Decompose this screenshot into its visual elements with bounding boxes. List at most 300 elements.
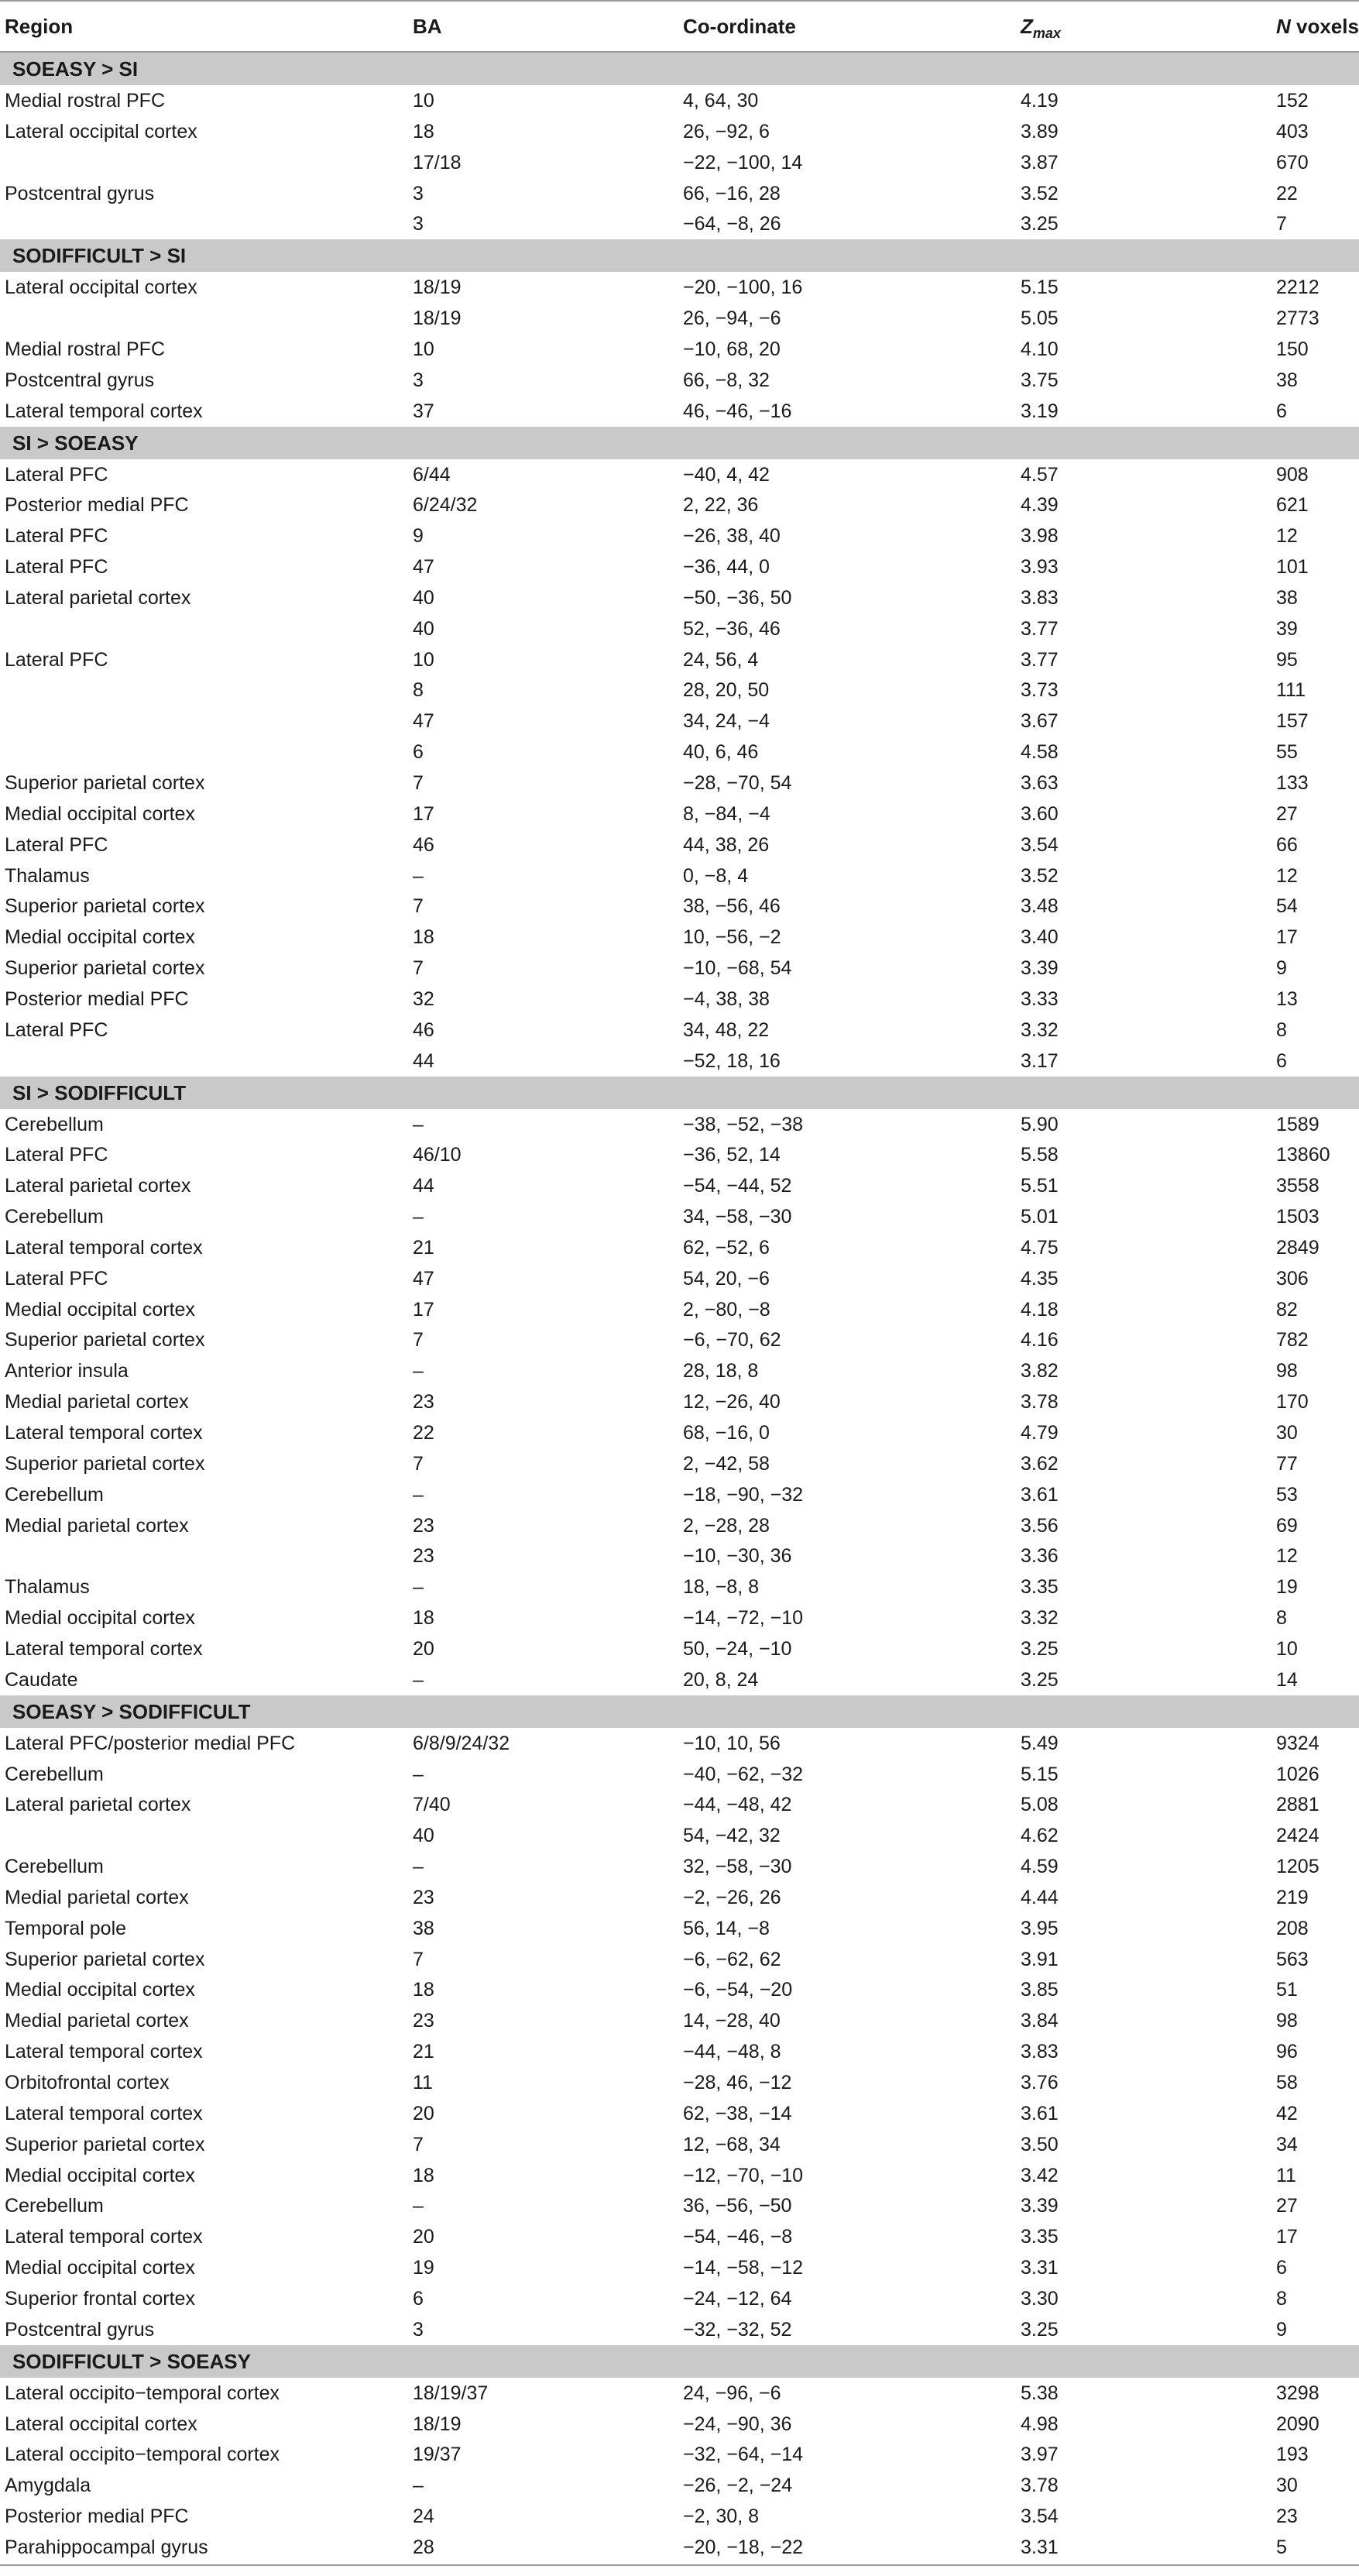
cell-nvoxels: 111	[1276, 679, 1306, 702]
cell-coordinate: 26, −94, −6	[683, 307, 781, 330]
table-row	[0, 1324, 1359, 1355]
table-row	[0, 1664, 1359, 1695]
cell-region: Lateral temporal cortex	[5, 1637, 203, 1660]
cell-coordinate: −36, 44, 0	[683, 556, 770, 579]
cell-zmax: 3.31	[1021, 2536, 1059, 2558]
cell-ba: –	[413, 1360, 424, 1382]
cell-zmax: 5.38	[1021, 2382, 1059, 2404]
cell-coordinate: 36, −56, −50	[683, 2195, 792, 2217]
cell-coordinate: −40, 4, 42	[683, 463, 770, 486]
cell-ba: 23	[413, 1545, 434, 1568]
cell-ba: 18	[413, 120, 434, 143]
header-nvoxels-n: N	[1276, 15, 1291, 38]
cell-region: Superior frontal cortex	[5, 2287, 195, 2310]
cell-zmax: 3.83	[1021, 586, 1059, 609]
cell-region: Posterior medial PFC	[5, 494, 189, 517]
cell-nvoxels: 23	[1276, 2506, 1298, 2528]
table-row	[0, 706, 1359, 737]
cell-coordinate: 4, 64, 30	[683, 90, 759, 112]
cell-coordinate: 62, −52, 6	[683, 1236, 770, 1259]
cell-zmax: 4.57	[1021, 463, 1059, 486]
cell-nvoxels: 2773	[1276, 307, 1320, 330]
cell-nvoxels: 17	[1276, 2226, 1298, 2248]
cell-ba: 44	[413, 1175, 434, 1197]
cell-region: Cerebellum	[5, 1483, 104, 1506]
cell-region: Medial occipital cortex	[5, 1607, 195, 1630]
cell-zmax: 3.40	[1021, 926, 1059, 949]
cell-ba: 3	[413, 182, 424, 204]
cell-coordinate: 12, −68, 34	[683, 2133, 781, 2155]
table-row	[0, 396, 1359, 427]
cell-zmax: 3.31	[1021, 2257, 1059, 2279]
rule-line	[0, 2564, 1359, 2566]
cell-zmax: 3.85	[1021, 1979, 1059, 2001]
section-title: SI > SODIFFICULT	[12, 1080, 187, 1104]
cell-zmax: 3.61	[1021, 1483, 1059, 1506]
table-row	[0, 2098, 1359, 2129]
table-row	[0, 1759, 1359, 1790]
table-row	[0, 2190, 1359, 2221]
cell-zmax: 4.10	[1021, 338, 1059, 360]
cell-nvoxels: 17	[1276, 926, 1298, 949]
cell-zmax: 3.54	[1021, 2506, 1059, 2528]
cell-ba: 47	[413, 556, 434, 579]
cell-coordinate: −44, −48, 42	[683, 1794, 792, 1816]
cell-nvoxels: 98	[1276, 2010, 1298, 2032]
table-row	[0, 1479, 1359, 1510]
cell-nvoxels: 152	[1276, 90, 1309, 112]
cell-ba: 6	[413, 741, 424, 764]
cell-ba: 7	[413, 1452, 424, 1475]
cell-ba: 7	[413, 895, 424, 918]
cell-nvoxels: 9	[1276, 957, 1287, 980]
cell-coordinate: −32, −32, 52	[683, 2318, 792, 2341]
cell-zmax: 3.42	[1021, 2164, 1059, 2186]
table-row	[0, 1232, 1359, 1263]
cell-nvoxels: 96	[1276, 2041, 1298, 2063]
cell-region: Posterior medial PFC	[5, 987, 189, 1010]
table-row	[0, 2005, 1359, 2036]
cell-ba: 40	[413, 1825, 434, 1847]
table-row	[0, 1139, 1359, 1170]
table-row	[0, 1263, 1359, 1294]
cell-zmax: 5.49	[1021, 1732, 1059, 1754]
cell-ba: 37	[413, 400, 434, 422]
cell-ba: –	[413, 1113, 424, 1135]
cell-ba: 32	[413, 987, 434, 1010]
table-row	[0, 582, 1359, 613]
cell-zmax: 3.75	[1021, 369, 1059, 391]
cell-ba: 7	[413, 772, 424, 794]
cell-nvoxels: 51	[1276, 1979, 1298, 2001]
cell-ba: 11	[413, 2072, 433, 2093]
cell-coordinate: −22, −100, 14	[683, 151, 803, 173]
cell-zmax: 3.67	[1021, 710, 1059, 733]
cell-region: Medial occipital cortex	[5, 2257, 195, 2279]
cell-nvoxels: 42	[1276, 2102, 1298, 2124]
cell-region: Lateral temporal cortex	[5, 2102, 203, 2124]
table-row	[0, 675, 1359, 706]
cell-region: Superior parietal cortex	[5, 957, 205, 980]
cell-ba: –	[413, 2475, 424, 2497]
cell-nvoxels: 8	[1276, 2287, 1287, 2310]
section-title: SOEASY > SI	[12, 57, 139, 81]
cell-region: Lateral PFC/posterior medial PFC	[5, 1732, 296, 1754]
cell-zmax: 3.30	[1021, 2287, 1059, 2310]
cell-nvoxels: 563	[1276, 1948, 1309, 1970]
table-row	[0, 2036, 1359, 2067]
section-header	[0, 239, 1359, 272]
table-row	[0, 2221, 1359, 2252]
cell-zmax: 3.78	[1021, 2475, 1059, 2497]
table-row	[0, 1417, 1359, 1448]
cell-nvoxels: 2212	[1276, 276, 1320, 299]
cell-zmax: 3.63	[1021, 772, 1059, 794]
table-row	[0, 1882, 1359, 1913]
cell-nvoxels: 170	[1276, 1391, 1309, 1413]
cell-coordinate: −54, −44, 52	[683, 1175, 792, 1197]
cell-nvoxels: 9	[1276, 2318, 1287, 2341]
cell-zmax: 3.93	[1021, 556, 1059, 579]
cell-coordinate: 34, −58, −30	[683, 1206, 792, 1228]
cell-coordinate: 56, 14, −8	[683, 1917, 770, 1939]
cell-nvoxels: 38	[1276, 586, 1298, 609]
cell-region: Orbitofrontal cortex	[5, 2072, 170, 2093]
cell-coordinate: −2, 30, 8	[683, 2506, 759, 2528]
cell-coordinate: 18, −8, 8	[683, 1576, 759, 1599]
cell-ba: 18	[413, 926, 434, 949]
cell-nvoxels: 27	[1276, 802, 1298, 825]
cell-ba: 3	[413, 213, 424, 235]
cell-coordinate: −64, −8, 26	[683, 213, 781, 235]
cell-zmax: 3.39	[1021, 957, 1059, 980]
cell-nvoxels: 1589	[1276, 1113, 1320, 1135]
table-row	[0, 2470, 1359, 2501]
cell-ba: –	[413, 1668, 424, 1691]
cell-coordinate: 32, −58, −30	[683, 1856, 792, 1878]
cell-region: Lateral temporal cortex	[5, 2041, 203, 2063]
cell-region: Medial occipital cortex	[5, 1298, 195, 1321]
cell-zmax: 3.36	[1021, 1545, 1059, 1568]
cell-zmax: 4.19	[1021, 90, 1059, 112]
cell-region: Medial occipital cortex	[5, 926, 195, 949]
cell-ba: 44	[413, 1049, 434, 1072]
cell-coordinate: 10, −56, −2	[683, 926, 781, 949]
table-row	[0, 365, 1359, 396]
cell-coordinate: 44, 38, 26	[683, 833, 770, 856]
table-row	[0, 2439, 1359, 2470]
cell-ba: 23	[413, 2010, 434, 2032]
cell-region: Superior parietal cortex	[5, 2133, 205, 2155]
cell-zmax: 3.32	[1021, 1607, 1059, 1630]
cell-ba: 7	[413, 1329, 424, 1352]
cell-coordinate: −24, −12, 64	[683, 2287, 792, 2310]
cell-coordinate: −10, −68, 54	[683, 957, 792, 980]
cell-coordinate: −44, −48, 8	[683, 2041, 781, 2063]
cell-ba: 7	[413, 1948, 424, 1970]
cell-region: Postcentral gyrus	[5, 182, 155, 204]
cell-nvoxels: 30	[1276, 1422, 1298, 1444]
cell-ba: 47	[413, 710, 434, 733]
cell-region: Lateral PFC	[5, 525, 108, 548]
cell-ba: 46/10	[413, 1144, 462, 1166]
cell-ba: –	[413, 1576, 424, 1599]
cell-zmax: 4.18	[1021, 1298, 1059, 1321]
cell-region: Lateral occipito−temporal cortex	[5, 2444, 280, 2466]
cell-zmax: 3.77	[1021, 617, 1059, 640]
table-row	[0, 1851, 1359, 1882]
cell-coordinate: 26, −92, 6	[683, 120, 770, 143]
cell-ba: 6/24/32	[413, 494, 478, 517]
table-row	[0, 860, 1359, 891]
cell-nvoxels: 30	[1276, 2475, 1298, 2497]
cell-nvoxels: 54	[1276, 895, 1298, 918]
cell-zmax: 3.39	[1021, 2195, 1059, 2217]
cell-region: Lateral PFC	[5, 463, 108, 486]
cell-nvoxels: 8	[1276, 1018, 1287, 1041]
cell-ba: 46	[413, 833, 434, 856]
cell-coordinate: −32, −64, −14	[683, 2444, 804, 2466]
cell-region: Cerebellum	[5, 1763, 104, 1785]
cell-region: Medial parietal cortex	[5, 1391, 189, 1413]
cell-region: Lateral occipito−temporal cortex	[5, 2382, 280, 2404]
cell-ba: 18	[413, 2164, 434, 2186]
cell-region: Medial rostral PFC	[5, 338, 165, 360]
cell-zmax: 4.35	[1021, 1267, 1059, 1290]
cell-nvoxels: 39	[1276, 617, 1298, 640]
cell-coordinate: 62, −38, −14	[683, 2102, 792, 2124]
table-row	[0, 1355, 1359, 1386]
cell-zmax: 3.62	[1021, 1452, 1059, 1475]
cell-nvoxels: 12	[1276, 864, 1298, 887]
cell-region: Lateral temporal cortex	[5, 2226, 203, 2248]
cell-coordinate: −52, 18, 16	[683, 1049, 781, 1072]
cell-zmax: 5.01	[1021, 1206, 1059, 1228]
table-row	[0, 1602, 1359, 1633]
cell-coordinate: 14, −28, 40	[683, 2010, 781, 2032]
cell-zmax: 3.91	[1021, 1948, 1059, 1970]
cell-nvoxels: 22	[1276, 182, 1298, 204]
cell-region: Lateral PFC	[5, 833, 108, 856]
cell-nvoxels: 208	[1276, 1917, 1309, 1939]
cell-ba: 10	[413, 338, 434, 360]
cell-ba: 19/37	[413, 2444, 462, 2466]
table-row	[0, 2252, 1359, 2283]
cell-zmax: 5.15	[1021, 1763, 1059, 1785]
table-row	[0, 2409, 1359, 2440]
table-row	[0, 1633, 1359, 1664]
header-ba: BA	[413, 15, 442, 38]
cell-ba: 7	[413, 2133, 424, 2155]
section-header	[0, 427, 1359, 459]
cell-region: Posterior medial PFC	[5, 2506, 189, 2528]
cell-zmax: 3.87	[1021, 151, 1059, 173]
table-row	[0, 2067, 1359, 2098]
cell-coordinate: −10, −30, 36	[683, 1545, 792, 1568]
cell-coordinate: 2, −80, −8	[683, 1298, 770, 1321]
cell-nvoxels: 133	[1276, 772, 1309, 794]
cell-ba: 17/18	[413, 151, 462, 173]
header-zmax	[1021, 0, 1061, 55]
cell-region: Lateral temporal cortex	[5, 1236, 203, 1259]
cell-ba: 20	[413, 2226, 434, 2248]
table-row	[0, 1820, 1359, 1851]
cell-coordinate: −6, −70, 62	[683, 1329, 781, 1352]
cell-coordinate: −10, 68, 20	[683, 338, 781, 360]
cell-coordinate: 68, −16, 0	[683, 1422, 770, 1444]
cell-coordinate: 50, −24, −10	[683, 1637, 792, 1660]
cell-nvoxels: 10	[1276, 1637, 1298, 1660]
table-row	[0, 116, 1359, 147]
cell-ba: 10	[413, 648, 434, 671]
cell-zmax: 3.52	[1021, 182, 1059, 204]
cell-nvoxels: 6	[1276, 1049, 1287, 1072]
cell-coordinate: 8, −84, −4	[683, 802, 770, 825]
cell-ba: 24	[413, 2506, 434, 2528]
cell-nvoxels: 5	[1276, 2536, 1287, 2558]
cell-nvoxels: 14	[1276, 1668, 1298, 1691]
cell-region: Lateral occipital cortex	[5, 2413, 197, 2435]
cell-nvoxels: 403	[1276, 120, 1309, 143]
cell-region: Lateral PFC	[5, 556, 108, 579]
cell-coordinate: 54, 20, −6	[683, 1267, 770, 1290]
cell-region: Medial parietal cortex	[5, 2010, 189, 2032]
cell-coordinate: −18, −90, −32	[683, 1483, 804, 1506]
cell-nvoxels: 9324	[1276, 1732, 1320, 1754]
cell-region: Lateral temporal cortex	[5, 400, 203, 422]
cell-nvoxels: 82	[1276, 1298, 1298, 1321]
table-row	[0, 1046, 1359, 1077]
table-row	[0, 2378, 1359, 2409]
cell-nvoxels: 27	[1276, 2195, 1298, 2217]
cell-coordinate: −10, 10, 56	[683, 1732, 781, 1754]
table-row	[0, 953, 1359, 984]
table-row	[0, 1571, 1359, 1602]
cell-region: Lateral PFC	[5, 1018, 108, 1041]
cell-region: Lateral occipital cortex	[5, 120, 197, 143]
cell-nvoxels: 34	[1276, 2133, 1298, 2155]
cell-nvoxels: 2849	[1276, 1236, 1320, 1259]
cell-ba: 10	[413, 90, 434, 112]
table-row	[0, 520, 1359, 551]
cell-nvoxels: 6	[1276, 2257, 1287, 2279]
cell-region: Superior parietal cortex	[5, 1452, 205, 1475]
cell-zmax: 3.48	[1021, 895, 1059, 918]
table-row	[0, 2532, 1359, 2563]
table-row	[0, 1448, 1359, 1479]
cell-ba: 23	[413, 1886, 434, 1908]
header-zmax-sub: max	[1032, 26, 1061, 41]
table-row	[0, 613, 1359, 644]
cell-zmax: 3.33	[1021, 987, 1059, 1010]
cell-nvoxels: 98	[1276, 1360, 1298, 1382]
cell-region: Anterior insula	[5, 1360, 129, 1382]
cell-zmax: 3.50	[1021, 2133, 1059, 2155]
cell-zmax: 4.59	[1021, 1856, 1059, 1878]
cell-zmax: 3.17	[1021, 1049, 1059, 1072]
cell-nvoxels: 3298	[1276, 2382, 1320, 2404]
cell-ba: 23	[413, 1391, 434, 1413]
cell-ba: 17	[413, 802, 434, 825]
cell-region: Lateral PFC	[5, 648, 108, 671]
table-row	[0, 984, 1359, 1015]
cell-region: Superior parietal cortex	[5, 772, 205, 794]
cell-region: Superior parietal cortex	[5, 895, 205, 918]
table-row	[0, 737, 1359, 768]
cell-nvoxels: 2881	[1276, 1794, 1320, 1816]
cell-coordinate: 2, −28, 28	[683, 1514, 770, 1537]
cell-region: Caudate	[5, 1668, 78, 1691]
header-region: Region	[5, 15, 74, 38]
table-row	[0, 1386, 1359, 1417]
cell-ba: 9	[413, 525, 424, 548]
cell-region: Superior parietal cortex	[5, 1948, 205, 1970]
cell-nvoxels: 2424	[1276, 1825, 1320, 1847]
cell-nvoxels: 621	[1276, 494, 1309, 517]
cell-ba: 3	[413, 2318, 424, 2341]
table-row	[0, 551, 1359, 582]
table-row	[0, 768, 1359, 799]
table-row	[0, 2314, 1359, 2345]
cell-ba: –	[413, 1763, 424, 1785]
header-coordinate: Co-ordinate	[683, 15, 796, 38]
cell-zmax: 4.58	[1021, 741, 1059, 764]
cell-region: Postcentral gyrus	[5, 369, 155, 391]
cell-nvoxels: 2090	[1276, 2413, 1320, 2435]
section-title: SOEASY > SODIFFICULT	[12, 1699, 251, 1723]
cell-region: Lateral parietal cortex	[5, 586, 191, 609]
cell-ba: 28	[413, 2536, 434, 2558]
cell-coordinate: −14, −72, −10	[683, 1607, 804, 1630]
cell-coordinate: 0, −8, 4	[683, 864, 749, 887]
cell-coordinate: −26, −2, −24	[683, 2475, 793, 2497]
table-row	[0, 208, 1359, 239]
cell-zmax: 5.58	[1021, 1144, 1059, 1166]
cell-zmax: 4.39	[1021, 494, 1059, 517]
cell-ba: –	[413, 1483, 424, 1506]
cell-zmax: 3.60	[1021, 802, 1059, 825]
cell-ba: –	[413, 1206, 424, 1228]
cell-zmax: 3.25	[1021, 1637, 1059, 1660]
cell-region: Lateral PFC	[5, 1267, 108, 1290]
table-row	[0, 1944, 1359, 1975]
cell-coordinate: −20, −100, 16	[683, 276, 803, 299]
cell-zmax: 4.75	[1021, 1236, 1059, 1259]
cell-ba: 18	[413, 1607, 434, 1630]
cell-zmax: 5.90	[1021, 1113, 1059, 1135]
cell-nvoxels: 3558	[1276, 1175, 1320, 1197]
cell-nvoxels: 13	[1276, 987, 1298, 1010]
table-row	[0, 459, 1359, 490]
cell-coordinate: 66, −8, 32	[683, 369, 770, 391]
cell-coordinate: 28, 18, 8	[683, 1360, 759, 1382]
header-nvoxels-label: voxels	[1290, 15, 1359, 38]
cell-coordinate: −4, 38, 38	[683, 987, 770, 1010]
cell-nvoxels: 306	[1276, 1267, 1309, 1290]
cell-region: Postcentral gyrus	[5, 2318, 155, 2341]
section-header	[0, 2345, 1359, 2378]
table-row	[0, 85, 1359, 116]
table-row	[0, 1170, 1359, 1201]
cell-nvoxels: 77	[1276, 1452, 1298, 1475]
header-zmax-main: Z	[1021, 15, 1033, 38]
cell-ba: 21	[413, 2041, 434, 2063]
cell-nvoxels: 55	[1276, 741, 1298, 764]
cell-nvoxels: 1503	[1276, 1206, 1320, 1228]
cell-zmax: 3.76	[1021, 2072, 1059, 2093]
cell-ba: 18/19	[413, 2413, 462, 2435]
cell-coordinate: 28, 20, 50	[683, 679, 770, 702]
